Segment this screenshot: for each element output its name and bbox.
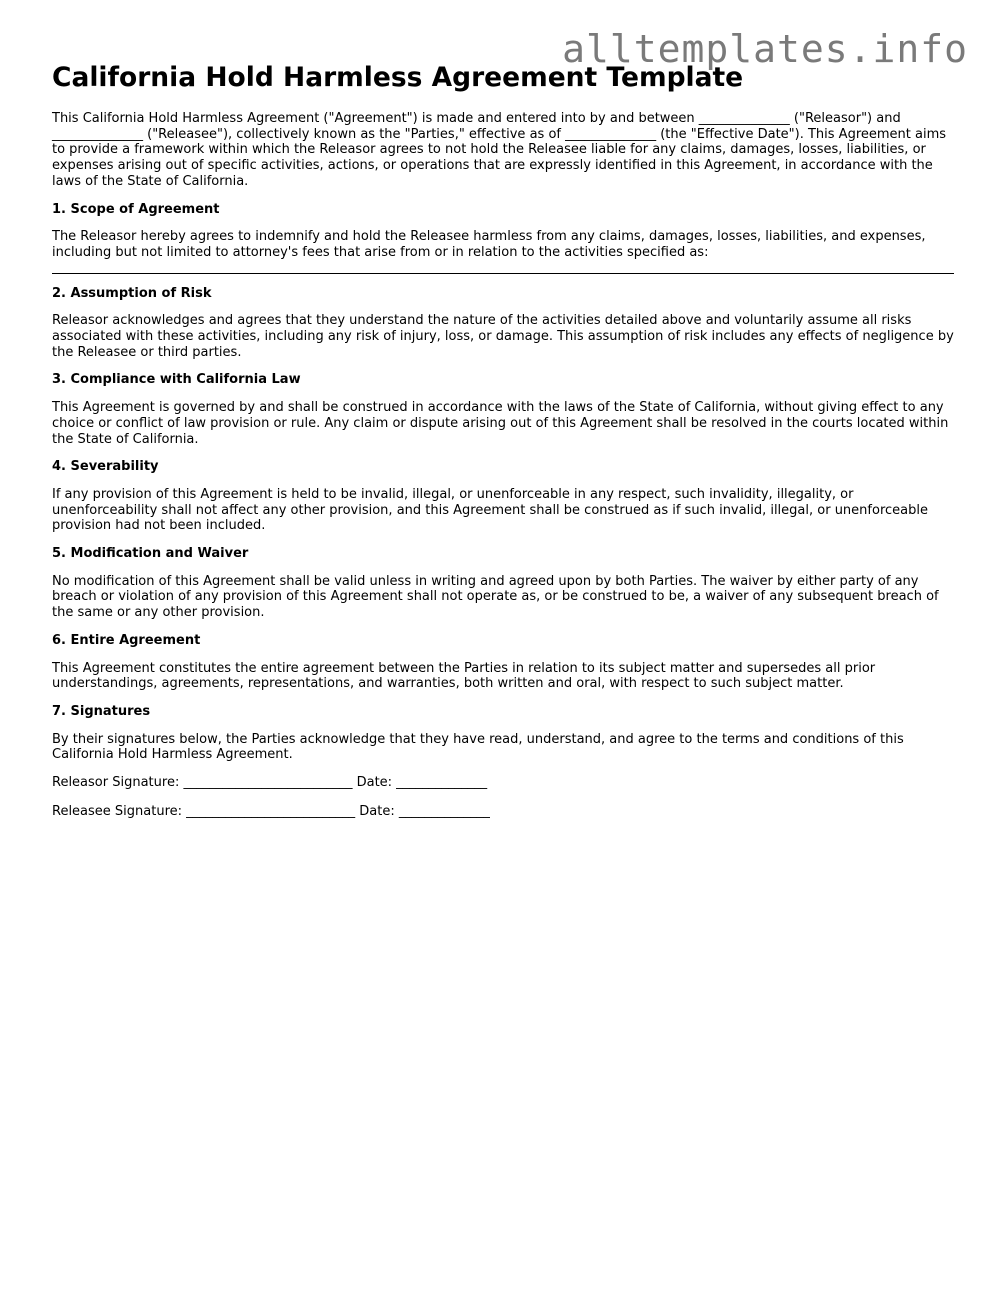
section-body-severability: If any provision of this Agreement is held to be invalid, illegal, or unenforceable in any respect, such invalidity, illegality, or unenforceability shall not affect any other provision, and this Agreement shall be construed as if such invalid, illegal, or unenforceable provision had not been included. [52, 486, 928, 534]
section-heading-scope: 1. Scope of Agreement [52, 201, 220, 217]
page-title: California Hold Harmless Agreement Template [52, 62, 744, 93]
section-heading-modification: 5. Modification and Waiver [52, 546, 249, 562]
section-heading-signatures: 7. Signatures [52, 703, 151, 719]
releasor-signature-line: Releasor Signature: __________________________ Date: ______________ [52, 775, 488, 791]
watermark: alltemplates.info [562, 27, 968, 71]
section-body-modification: No modification of this Agreement shall be valid unless in writing and agreed upon by both Parties. The waiver by either party of any breach or violation of any provision of this Agreement shall not operate as, or be construed to be, a waiver of any subsequent breach of the same or any other provision. [52, 573, 939, 621]
releasee-signature-line: Releasee Signature: __________________________ Date: ______________ [52, 803, 490, 819]
section-heading-risk: 2. Assumption of Risk [52, 285, 212, 301]
section-heading-severability: 4. Severability [52, 459, 159, 475]
section-body-risk: Releasor acknowledges and agrees that they understand the nature of the activities detailed above and voluntarily assume all risks associated with these activities, including any risk of injury, loss, or damage. This assumption of risk includes any effects of negligence by the Releasee or third parties. [52, 313, 954, 360]
section-heading-entire: 6. Entire Agreement [52, 632, 201, 648]
section-heading-compliance: 3. Compliance with California Law [52, 372, 301, 388]
document-page [52, 62, 954, 833]
activities-blank-line [52, 273, 954, 274]
section-body-signatures: By their signatures below, the Parties acknowledge that they have read, understand, and agree to the terms and conditions of this California Hold Harmless Agreement. [52, 731, 904, 763]
section-body-compliance: This Agreement is governed by and shall be construed in accordance with the laws of the State of California, without giving effect to any choice or conflict of law provision or rule. Any claim or dispute arising out of this Agreement shall be resolved in the courts located within the State of California. [52, 400, 949, 447]
intro-paragraph: This California Hold Harmless Agreement ("Agreement") is made and entered into by and between ______________ ("Releasor") and ______________ ("Releasee"), collectively known as the "Parties," effective as of ______________ (the "Effective Date"). This Agreement aims to provide a framework within which the Releasor agrees to not hold the Releasee liable for any claims, damages, losses, liabilities, or expenses arising out of specific activities, actions, or operations that are expressly identified in this Agreement, in accordance with the laws of the State of California. [52, 111, 947, 189]
section-body-entire: This Agreement constitutes the entire agreement between the Parties in relation to its subject matter and supersedes all prior understandings, agreements, representations, and warranties, both written and oral, with respect to such subject matter. [52, 660, 876, 692]
section-body-scope: The Releasor hereby agrees to indemnify and hold the Releasee harmless from any claims, damages, losses, liabilities, and expenses, including but not limited to attorney's fees that arise from or in relation to the activities specified as: [52, 229, 926, 260]
